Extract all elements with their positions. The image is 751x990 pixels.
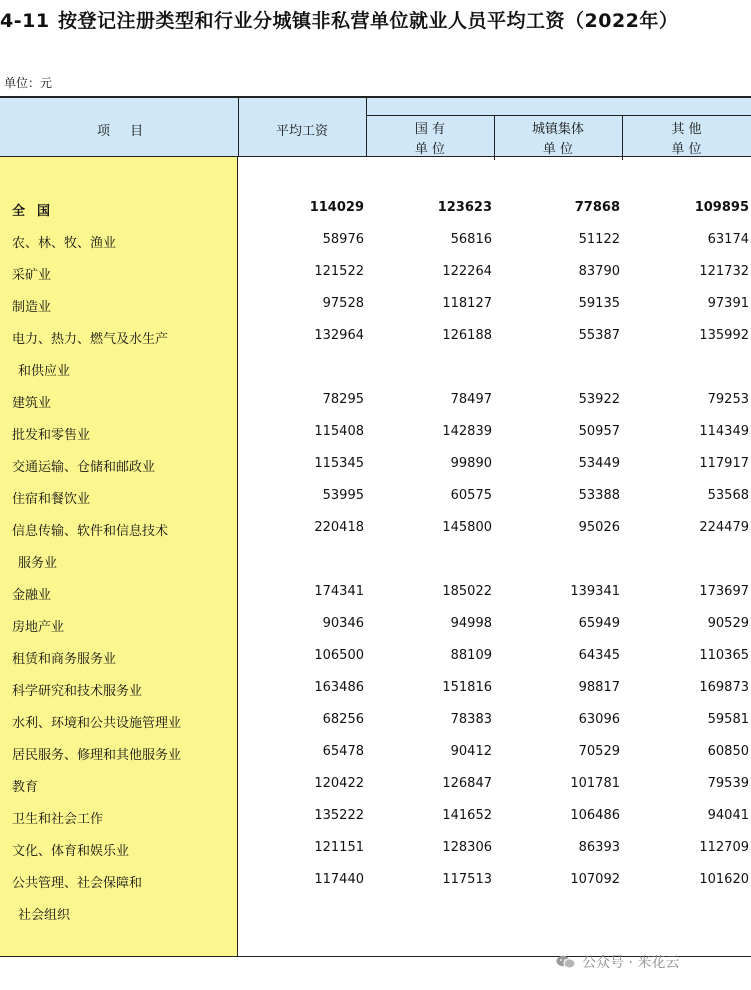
row-label: 制造业 xyxy=(12,300,52,315)
other-cell: 60850 xyxy=(707,744,749,759)
avg-wage-cell: 120422 xyxy=(314,776,364,791)
avg-wage-cell: 58976 xyxy=(322,232,364,247)
state-owned-cell: 123623 xyxy=(437,200,492,215)
avg-wage-cell: 97528 xyxy=(322,296,364,311)
collective-cell: 51122 xyxy=(578,232,620,247)
row-label: 农、林、牧、渔业 xyxy=(12,236,117,251)
row-label: 和供应业 xyxy=(18,364,71,379)
state-owned-cell: 78497 xyxy=(450,392,492,407)
table-title-text: 按登记注册类型和行业分城镇非私营单位就业人员平均工资（2022年） xyxy=(58,10,679,32)
row-label: 教育 xyxy=(12,780,39,795)
other-cell: 169873 xyxy=(699,680,749,695)
state-owned-cell: 141652 xyxy=(442,808,492,823)
state-owned-cell: 99890 xyxy=(450,456,492,471)
avg-wage-cell: 132964 xyxy=(314,328,364,343)
collective-cell: 53449 xyxy=(578,456,620,471)
table-row xyxy=(0,513,751,545)
avg-wage-cell: 117440 xyxy=(314,872,364,887)
table-row xyxy=(0,545,751,577)
table-header xyxy=(0,96,751,157)
table-row xyxy=(0,801,751,833)
row-label: 水利、环境和公共设施管理业 xyxy=(12,716,182,731)
other-cell: 97391 xyxy=(707,296,749,311)
table-row xyxy=(0,833,751,865)
header-collective-line1: 城镇集体 xyxy=(531,122,584,137)
table-row xyxy=(0,385,751,417)
row-label: 服务业 xyxy=(18,556,58,571)
collective-cell: 106486 xyxy=(570,808,620,823)
header-other-line2: 单 位 xyxy=(671,142,702,157)
other-cell: 94041 xyxy=(707,808,749,823)
row-label: 信息传输、软件和信息技术 xyxy=(12,524,169,539)
header-avg-label: 平均工资 xyxy=(276,124,329,139)
table-row xyxy=(0,481,751,513)
table-row xyxy=(0,865,751,897)
header-state-owned-line1: 国 有 xyxy=(414,122,446,137)
state-owned-cell: 78383 xyxy=(450,712,492,727)
other-cell: 121732 xyxy=(699,264,749,279)
state-owned-cell: 60575 xyxy=(450,488,492,503)
header-collective-line2: 单 位 xyxy=(542,142,574,157)
table-row xyxy=(0,321,751,353)
table-number: 4-11 xyxy=(0,10,50,32)
header-other-line1: 其 他 xyxy=(671,122,702,137)
collective-cell: 77868 xyxy=(574,200,620,215)
other-cell: 53568 xyxy=(707,488,749,503)
collective-cell: 101781 xyxy=(570,776,620,791)
collective-cell: 59135 xyxy=(578,296,620,311)
table-row xyxy=(0,257,751,289)
table-row xyxy=(0,897,751,929)
avg-wage-cell: 65478 xyxy=(322,744,364,759)
collective-cell: 53388 xyxy=(578,488,620,503)
collective-cell: 107092 xyxy=(570,872,620,887)
table-row xyxy=(0,449,751,481)
header-state-owned-line2: 单 位 xyxy=(414,142,446,157)
table-row xyxy=(0,705,751,737)
table-row xyxy=(0,193,751,225)
other-cell: 79539 xyxy=(707,776,749,791)
header-item-label: 项 目 xyxy=(97,124,152,139)
table-row xyxy=(0,673,751,705)
state-owned-cell: 94998 xyxy=(450,616,492,631)
table-row xyxy=(0,769,751,801)
state-owned-cell: 128306 xyxy=(442,840,492,855)
table-row xyxy=(0,609,751,641)
row-label: 科学研究和技术服务业 xyxy=(12,684,143,699)
other-cell: 173697 xyxy=(699,584,749,599)
header-collective-col xyxy=(494,115,623,160)
state-owned-cell: 117513 xyxy=(442,872,492,887)
state-owned-cell: 126847 xyxy=(442,776,492,791)
row-label: 批发和零售业 xyxy=(12,428,91,443)
watermark-text: 公众号 · 米花云 xyxy=(582,955,680,971)
collective-cell: 65949 xyxy=(578,616,620,631)
table-row xyxy=(0,289,751,321)
unit-label: 单位：元 xyxy=(4,76,53,90)
collective-cell: 95026 xyxy=(578,520,620,535)
avg-wage-cell: 114029 xyxy=(309,200,364,215)
collective-cell: 50957 xyxy=(578,424,620,439)
avg-wage-cell: 220418 xyxy=(314,520,364,535)
avg-wage-cell: 68256 xyxy=(322,712,364,727)
other-cell: 101620 xyxy=(699,872,749,887)
collective-cell: 86393 xyxy=(578,840,620,855)
state-owned-cell: 185022 xyxy=(442,584,492,599)
avg-wage-cell: 115345 xyxy=(314,456,364,471)
table-row xyxy=(0,737,751,769)
row-label: 居民服务、修理和其他服务业 xyxy=(12,748,182,763)
avg-wage-cell: 115408 xyxy=(314,424,364,439)
avg-wage-cell: 135222 xyxy=(314,808,364,823)
other-cell: 59581 xyxy=(707,712,749,727)
row-label: 交通运输、仓储和邮政业 xyxy=(12,460,156,475)
collective-cell: 83790 xyxy=(578,264,620,279)
wechat-icon xyxy=(556,955,576,969)
collective-cell: 98817 xyxy=(578,680,620,695)
header-state-owned-col xyxy=(366,115,495,160)
state-owned-cell: 126188 xyxy=(442,328,492,343)
other-cell: 110365 xyxy=(699,648,749,663)
row-label: 社会组织 xyxy=(18,908,71,923)
other-cell: 109895 xyxy=(694,200,749,215)
table-row xyxy=(0,353,751,385)
other-cell: 90529 xyxy=(707,616,749,631)
row-label: 电力、热力、燃气及水生产 xyxy=(12,332,169,347)
state-owned-cell: 151816 xyxy=(442,680,492,695)
state-owned-cell: 122264 xyxy=(442,264,492,279)
state-owned-cell: 88109 xyxy=(450,648,492,663)
row-label: 采矿业 xyxy=(12,268,52,283)
other-cell: 112709 xyxy=(699,840,749,855)
row-label: 公共管理、社会保障和 xyxy=(12,876,143,891)
header-other-col xyxy=(622,115,751,160)
row-label: 房地产业 xyxy=(12,620,65,635)
table-row xyxy=(0,417,751,449)
other-cell: 117917 xyxy=(699,456,749,471)
state-owned-cell: 56816 xyxy=(450,232,492,247)
other-cell: 114349 xyxy=(699,424,749,439)
avg-wage-cell: 78295 xyxy=(322,392,364,407)
collective-cell: 55387 xyxy=(578,328,620,343)
collective-cell: 53922 xyxy=(578,392,620,407)
state-owned-cell: 118127 xyxy=(442,296,492,311)
table-title xyxy=(0,6,678,36)
avg-wage-cell: 121151 xyxy=(314,840,364,855)
collective-cell: 139341 xyxy=(570,584,620,599)
collective-cell: 64345 xyxy=(578,648,620,663)
avg-wage-cell: 121522 xyxy=(314,264,364,279)
avg-wage-cell: 163486 xyxy=(314,680,364,695)
state-owned-cell: 142839 xyxy=(442,424,492,439)
avg-wage-cell: 90346 xyxy=(322,616,364,631)
table-row xyxy=(0,577,751,609)
table-body xyxy=(0,157,751,957)
other-cell: 79253 xyxy=(707,392,749,407)
row-label: 金融业 xyxy=(12,588,52,603)
watermark xyxy=(556,952,679,972)
row-label: 文化、体育和娱乐业 xyxy=(12,844,130,859)
row-label: 卫生和社会工作 xyxy=(12,812,104,827)
collective-cell: 63096 xyxy=(578,712,620,727)
collective-cell: 70529 xyxy=(578,744,620,759)
avg-wage-cell: 106500 xyxy=(314,648,364,663)
avg-wage-cell: 53995 xyxy=(322,488,364,503)
other-cell: 135992 xyxy=(699,328,749,343)
header-avg-col xyxy=(238,98,367,156)
avg-wage-cell: 174341 xyxy=(314,584,364,599)
row-label: 全国 xyxy=(12,204,63,219)
other-cell: 224479 xyxy=(699,520,749,535)
other-cell: 63174 xyxy=(707,232,749,247)
table-row xyxy=(0,225,751,257)
table-row xyxy=(0,641,751,673)
row-label: 住宿和餐饮业 xyxy=(12,492,91,507)
state-owned-cell: 90412 xyxy=(450,744,492,759)
row-label: 建筑业 xyxy=(12,396,52,411)
header-item-col xyxy=(0,98,239,156)
state-owned-cell: 145800 xyxy=(442,520,492,535)
row-label: 租赁和商务服务业 xyxy=(12,652,117,667)
